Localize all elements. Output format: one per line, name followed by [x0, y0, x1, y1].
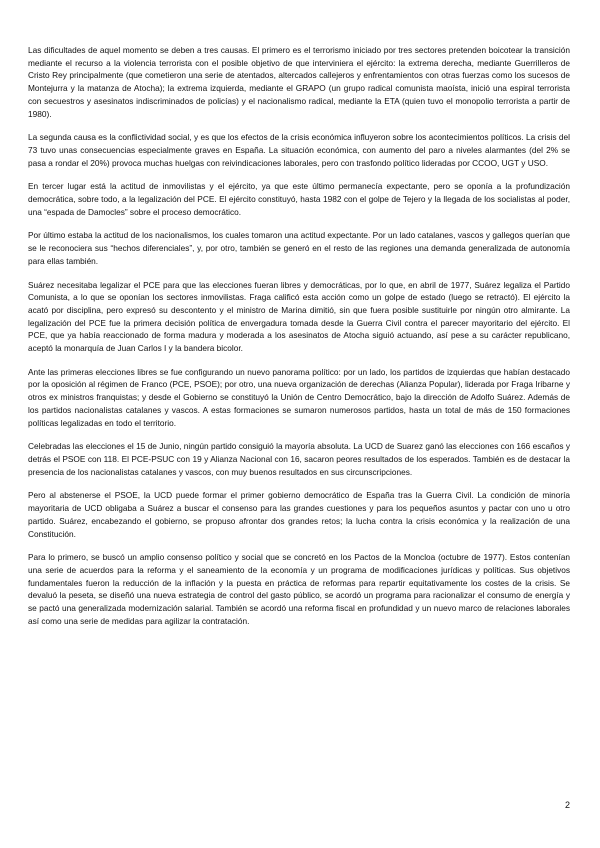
paragraph-election-results: Celebradas las elecciones el 15 de Junio, ningún partido consiguió la mayoría absoluta. La UCD de Suarez ganó las elecciones con 166 escaños y detrás el PSOE con 118. El PCE-PSUC con 19 y Alianza Nacional con 16, sacaron peores resultados de los esperados. También es de destacar la presencia de los nacionalistas catalanes y vascos, con muy buenos resultados en sus circunscripciones. [28, 441, 570, 477]
paragraph-ucd-government: Pero al abstenerse el PSOE, la UCD puede formar el primer gobierno democrático de España tras la Guerra Civil. La condición de minoría mayoritaria de UCD obligaba a Suárez a buscar el consenso para las grandes cuestiones y para los pequeños asuntos y pactar con uno u otro partido. Suárez, encabezando el gobierno, se propuso afrontar dos grandes retos; la lucha contra la crisis económica y la realización de una Constitución. [28, 490, 570, 539]
paragraph-social-conflict: La segunda causa es la conflictividad social, y es que los efectos de la crisis económica influyeron sobre los acontecimientos políticos. La crisis del 73 tuvo unas consecuencias especialmente graves en España. La situación económica, con aumento del paro a niveles alarmantes (del 2% se pasa a rondar el 20%) provoca muchas huelgas con reivindicaciones laborales, pero con trasfondo político lideradas por CCOO, UGT y USO. [28, 132, 570, 168]
paragraph-moncloa-pacts: Para lo primero, se buscó un amplio consenso político y social que se concretó en los Pactos de la Moncloa (octubre de 1977). Estos contenían una serie de acuerdos para la reforma y el saneamiento de la economía y un programa de modificaciones jurídicas y políticas. Sus objetivos fundamentales fueron la reducción de la inflación y la puesta en práctica de reformas para repartir equitativamente los costes de la crisis. Se devaluó la peseta, se diseñó una nueva estrategia de control del gasto público, se acordó un programa para racionalizar el consumo de energía y se pactó una generalizada modernización salarial. También se acordó una reforma fiscal en profundidad y un nuevo marco de relaciones laborales así como una serie de medidas para agilizar la contratación. [28, 552, 570, 626]
paragraph-first-elections: Ante las primeras elecciones libres se fue configurando un nuevo panorama político: por un lado, los partidos de izquierdas que habían destacado por la oposición al régimen de Franco (PCE, PSOE); por otro, una nueva organización de derechas (Alianza Popular), liderada por Fraga Iribarne y otros ex ministros franquistas; y desde el Gobierno se constituyó la Unión de Centro Democrático, bajo la dirección de Adolfo Suárez. Además de los partidos nacionalistas catalanes y vascos. A estas formaciones se sumaron numerosos partidos, hasta un total de más de 150 formaciones políticas legalizadas en todo el territorio. [28, 366, 570, 428]
page-number: 2 [564, 800, 570, 810]
paragraph-nationalisms: Por último estaba la actitud de los nacionalismos, los cuales tomaron una actitud expectante. Por un lado catalanes, vascos y gallegos querían que se le reconociera sus “hechos diferenciales”, y, por otro, también se generó en el resto de las regiones una demanda generalizada de autonomía para ellas también. [28, 230, 570, 266]
paragraph-causes-terrorism: Las dificultades de aquel momento se deben a tres causas. El primero es el terrorismo iniciado por tres sectores pretenden boicotear la transición mediante el recurso a la violencia terrorista con el posible objetivo de que interviniera el ejército: la extrema derecha, mediante Guerrilleros de Cristo Rey principalmente (que cometieron una serie de atentados, altercados callejeros y enfrentamientos con otras fuerzas como los sucesos de Montejurra y la matanza de Atocha); la extrema izquierda, mediante el GRAPO (un grupo radical comunista maoísta, inició una espiral terrorista con secuestros y asesinatos indiscriminados de policías) y el nacionalismo radical, mediante la ETA (quien tuvo el monopolio terrorista a partir de 1980). [28, 45, 570, 119]
paragraph-pce-legalization: Suárez necesitaba legalizar el PCE para que las elecciones fueran libres y democráticas, por lo que, en abril de 1977, Suárez legaliza el Partido Comunista, a lo que se oponían los sectores inmovilistas. Fraga calificó esta acción como un golpe de estado (luego se retractó). El ejército la acató por disciplina, pero expresó su descontento y el ministro de Marina dimitió, sin que fuera posible sustituirle por ningún otro almirante. La legalización del PCE fue la primera decisión política de envergadura tomada desde la Guerra Civil contra el parecer mayoritario del ejército. El PCE, que ya había reaccionado de forma madura y moderada a los asesinatos de Atocha siguió actuando, así pese a su carácter republicano, aceptó la monarquía de Juan Carlos I y la bandera bicolor. [28, 279, 570, 354]
paragraph-army-immobilists: En tercer lugar está la actitud de inmovilistas y el ejército, ya que este último permanecía expectante, pero se oponía a la profundización democrática, sobre todo, a la legalización del PCE. El ejército constituyó, hasta 1982 con el golpe de Tejero y la llegada de los socialistas al poder, una “espada de Damocles” sobre el proceso democrático. [28, 181, 570, 217]
